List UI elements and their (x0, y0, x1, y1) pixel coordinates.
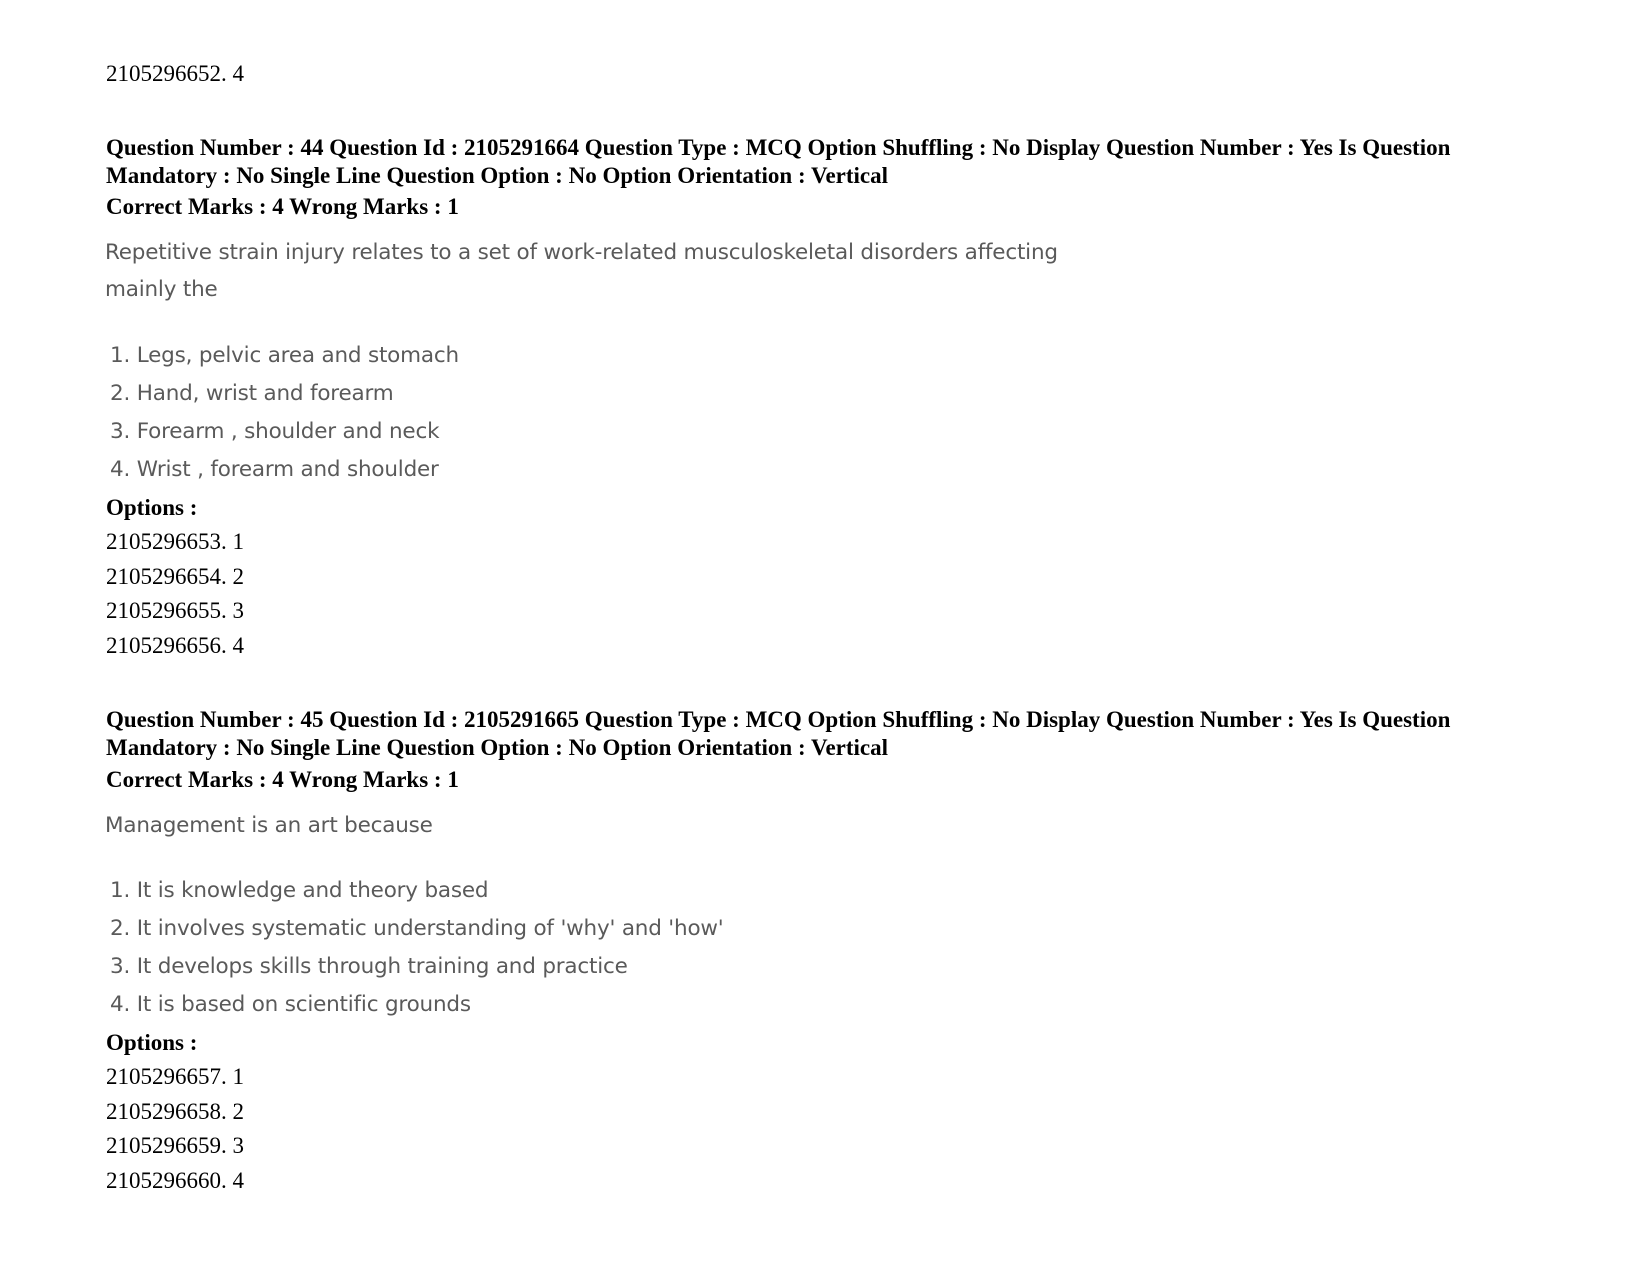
question-45-option-4: 2105296660. 4 (106, 1168, 244, 1193)
question-44-choice-1: 1. Legs, pelvic area and stomach (110, 343, 459, 368)
question-44-option-4: 2105296656. 4 (106, 633, 244, 658)
question-44-choice-2: 2. Hand, wrist and forearm (110, 381, 394, 406)
question-44-option-3: 2105296655. 3 (106, 598, 244, 623)
question-45-option-3: 2105296659. 3 (106, 1133, 244, 1158)
question-45-choice-4: 4. It is based on scientific grounds (110, 992, 471, 1017)
question-45-text: Management is an art because (105, 813, 433, 838)
question-45-metadata: Question Number : 45 Question Id : 2105291665 Question Type : MCQ Option Shuffling : No Display Question Number : Yes Is Question Mandatory : No Single Line Question Option : No Option Orientation : Vertical (106, 707, 1451, 760)
question-45-options-heading: Options : (106, 1030, 198, 1055)
question-45-choice-1: 1. It is knowledge and theory based (110, 878, 489, 903)
question-45-marks: Correct Marks : 4 Wrong Marks : 1 (106, 767, 459, 792)
question-44-metadata: Question Number : 44 Question Id : 2105291664 Question Type : MCQ Option Shuffling : No Display Question Number : Yes Is Question Mandatory : No Single Line Question Option : No Option Orientation : Vertical (106, 135, 1451, 188)
question-45-option-1: 2105296657. 1 (106, 1064, 244, 1089)
question-44-text-line1: Repetitive strain injury relates to a set of work-related musculoskeletal disorders affecting (105, 240, 1058, 265)
previous-option-row: 2105296652. 4 (106, 61, 244, 86)
question-44-option-2: 2105296654. 2 (106, 564, 244, 589)
question-44-choice-4: 4. Wrist , forearm and shoulder (110, 457, 439, 482)
question-44-options-heading: Options : (106, 495, 198, 520)
question-44-choice-3: 3. Forearm , shoulder and neck (110, 419, 440, 444)
question-45-choice-2: 2. It involves systematic understanding of 'why' and 'how' (110, 916, 724, 941)
question-45-option-2: 2105296658. 2 (106, 1099, 244, 1124)
question-44-text-line2: mainly the (105, 277, 218, 302)
question-44-marks: Correct Marks : 4 Wrong Marks : 1 (106, 194, 459, 219)
question-45-choice-3: 3. It develops skills through training and practice (110, 954, 628, 979)
question-44-option-1: 2105296653. 1 (106, 529, 244, 554)
